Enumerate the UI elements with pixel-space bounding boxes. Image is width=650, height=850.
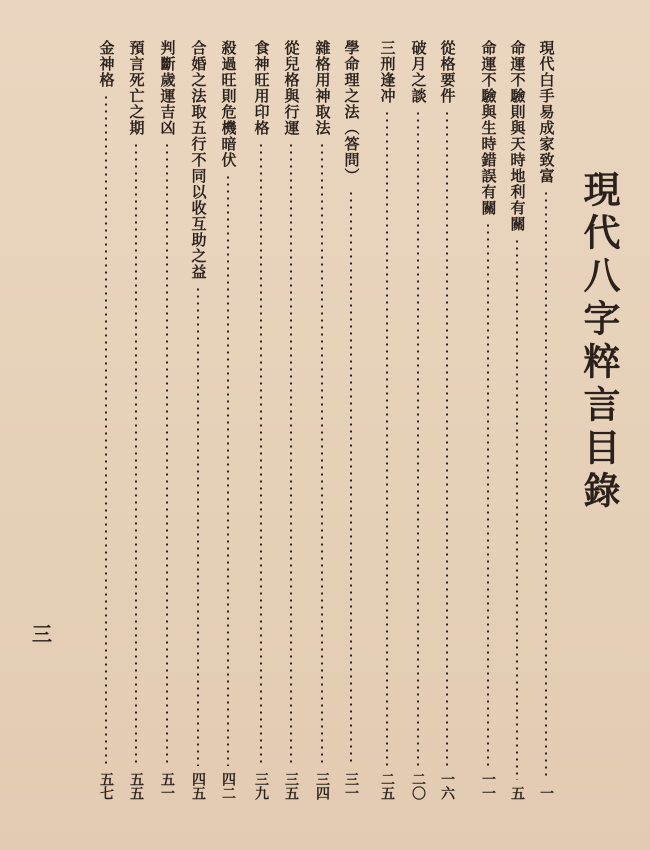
toc-entry-page: 四二 [220, 772, 236, 800]
toc-entry [477, 40, 499, 800]
toc-entry-label: 食神旺用印格 [252, 40, 271, 136]
toc-entry [280, 40, 302, 800]
dot-leader [321, 142, 323, 766]
dot-leader [197, 286, 199, 766]
toc-entry-label: 殺過旺則危機暗伏 [219, 40, 238, 168]
toc-entry-label: 合婚之法取五行不同以收互助之益 [189, 40, 208, 280]
table-of-contents [0, 40, 650, 800]
toc-entry-page: 一六 [439, 772, 455, 800]
dot-leader [487, 222, 489, 766]
toc-entry-page: 三四 [314, 772, 330, 800]
toc-entry-label: 從格要件 [438, 40, 457, 104]
toc-entry-label: 命運不驗與生時錯誤有關 [479, 40, 498, 216]
toc-entry-label: 命運不驗則與天時地利有關 [508, 40, 527, 232]
toc-entry-page: 二五 [379, 772, 395, 800]
toc-entry [535, 40, 557, 800]
toc-entry-page: 三五 [283, 772, 299, 800]
toc-entry [156, 40, 178, 800]
toc-entry-label: 預言死亡之期 [127, 40, 146, 136]
dot-leader [446, 110, 448, 766]
dot-leader [386, 110, 388, 766]
dot-leader [166, 142, 168, 766]
toc-entry-page: 五 [509, 786, 525, 800]
toc-entry-page: 一 [538, 786, 554, 800]
toc-entry [125, 40, 147, 800]
toc-entry-label: 判斷歲運吉凶 [158, 40, 177, 136]
toc-entry-page: 四五 [190, 772, 206, 800]
toc-entry [95, 40, 117, 800]
dot-leader [105, 94, 107, 766]
toc-entry [340, 40, 362, 800]
toc-entry-label: 學命理之法（答問） [342, 40, 361, 184]
toc-entry [506, 40, 528, 800]
page-number: 三 [32, 622, 52, 646]
dot-leader [227, 174, 229, 766]
dot-leader [135, 142, 137, 766]
toc-entry-label: 雜格用神取法 [313, 40, 332, 136]
toc-entry-label: 三刑逢冲 [378, 40, 397, 104]
dot-leader [260, 142, 262, 766]
toc-entry-page: 五一 [159, 772, 175, 800]
dot-leader [290, 142, 292, 766]
toc-entry [250, 40, 272, 800]
toc-entry [407, 40, 429, 800]
toc-entry-label: 金神格 [97, 40, 116, 88]
dot-leader [350, 190, 352, 766]
toc-entry-label: 從兒格與行運 [282, 40, 301, 136]
toc-entry [376, 40, 398, 800]
toc-entry [311, 40, 333, 800]
dot-leader [417, 110, 419, 766]
toc-entry [217, 40, 239, 800]
page-title: 現代八字粹言目錄 [577, 170, 621, 514]
dot-leader [516, 238, 518, 780]
toc-entry-page: 五五 [128, 772, 144, 800]
toc-entry-label: 現代白手易成家致富 [537, 40, 556, 184]
toc-entry [436, 40, 458, 800]
toc-entry [187, 40, 209, 800]
dot-leader [545, 190, 547, 780]
toc-entry-page: 一一 [480, 772, 496, 800]
toc-entry-page: 三九 [253, 772, 269, 800]
toc-entry-page: 二〇 [410, 772, 426, 800]
toc-entry-label: 破月之談 [409, 40, 428, 104]
toc-entry-page: 五七 [98, 772, 114, 800]
toc-entry-page: 三一 [343, 772, 359, 800]
